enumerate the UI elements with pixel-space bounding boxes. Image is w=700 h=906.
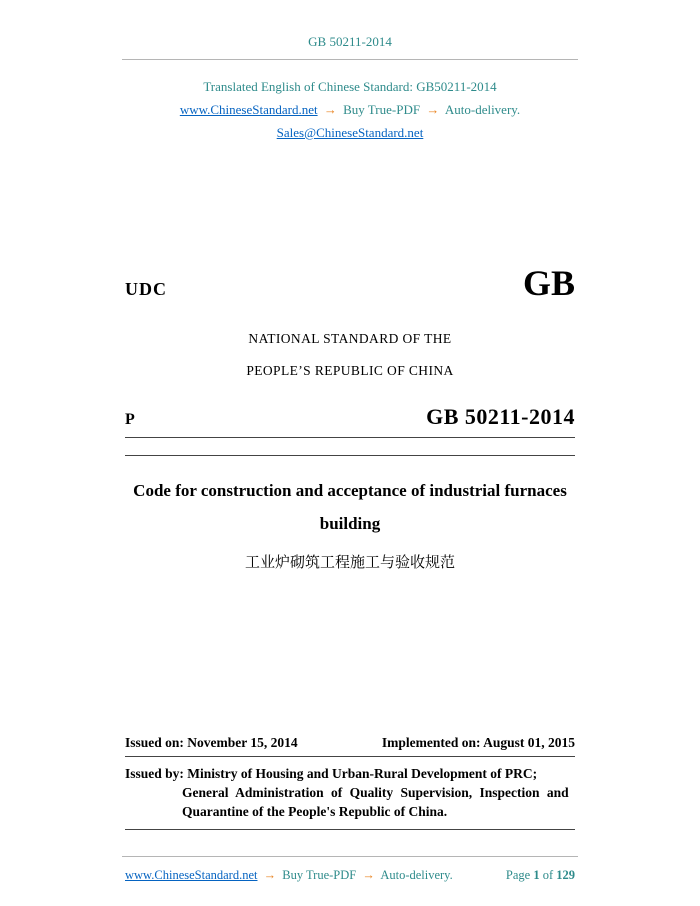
sales-email-link[interactable]: Sales@ChineseStandard.net — [276, 125, 424, 140]
issued-by-line2: General Administration of Quality Supervision, Inspection and — [182, 785, 569, 800]
arrow-icon: → — [263, 868, 277, 882]
dates-divider — [125, 756, 575, 757]
header-doc-number: GB 50211-2014 — [308, 34, 392, 49]
chinesestandard-link[interactable]: www.ChineseStandard.net — [179, 102, 318, 117]
footer-buy-truepdf-text: Buy True-PDF — [282, 868, 357, 882]
document-title-chinese: 工业炉砌筑工程施工与验收规范 — [244, 555, 455, 571]
udc-gb-row — [125, 262, 575, 304]
standard-number: GB 50211-2014 — [426, 404, 575, 429]
issued-by-line3: Quarantine of the People's Republic of China. — [182, 804, 448, 819]
page-label: Page — [505, 868, 531, 882]
standard-number-rule-bottom — [125, 455, 575, 456]
arrow-icon: → — [323, 102, 337, 117]
gb-logo: GB — [522, 263, 575, 303]
footer-auto-delivery-text: Auto-delivery. — [380, 868, 453, 882]
page-of-label: of — [542, 868, 554, 882]
p-label: P — [125, 411, 135, 428]
header-link-line — [125, 102, 575, 118]
udc-label: UDC — [125, 279, 167, 299]
footer-link-line — [125, 868, 453, 883]
page-current: 1 — [533, 868, 540, 882]
issued-by-block — [125, 764, 575, 821]
auto-delivery-text: Auto-delivery. — [444, 102, 521, 117]
standard-number-rule-top — [125, 437, 575, 438]
footer-chinesestandard-link[interactable]: www.ChineseStandard.net — [125, 868, 258, 882]
issued-on-text: Issued on: November 15, 2014 — [125, 735, 298, 750]
arrow-icon: → — [426, 102, 440, 117]
translated-standard-line: Translated English of Chinese Standard: GB50211-2014 — [203, 79, 497, 94]
page-counter — [506, 868, 575, 883]
header-divider — [122, 59, 578, 60]
buy-truepdf-text: Buy True-PDF — [343, 102, 421, 117]
implemented-on-text: Implemented on: August 01, 2015 — [381, 735, 575, 750]
footer-divider — [122, 856, 578, 857]
document-title-line1: Code for construction and acceptance of industrial furnaces — [133, 481, 567, 500]
arrow-icon: → — [362, 868, 375, 882]
national-standard-line1: NATIONAL STANDARD OF THE — [248, 331, 452, 346]
issued-by-line1: Issued by: Ministry of Housing and Urban-Rural Development of PRC; — [125, 766, 538, 781]
sales-email-line — [125, 125, 575, 141]
footer — [125, 868, 575, 883]
page-total: 129 — [556, 868, 575, 882]
issued-by-divider — [125, 829, 575, 830]
issuance-dates-row — [125, 735, 575, 751]
national-standard-line2: PEOPLE’S REPUBLIC OF CHINA — [246, 363, 454, 378]
standard-number-row — [125, 404, 575, 430]
document-title-line2: building — [319, 514, 381, 533]
